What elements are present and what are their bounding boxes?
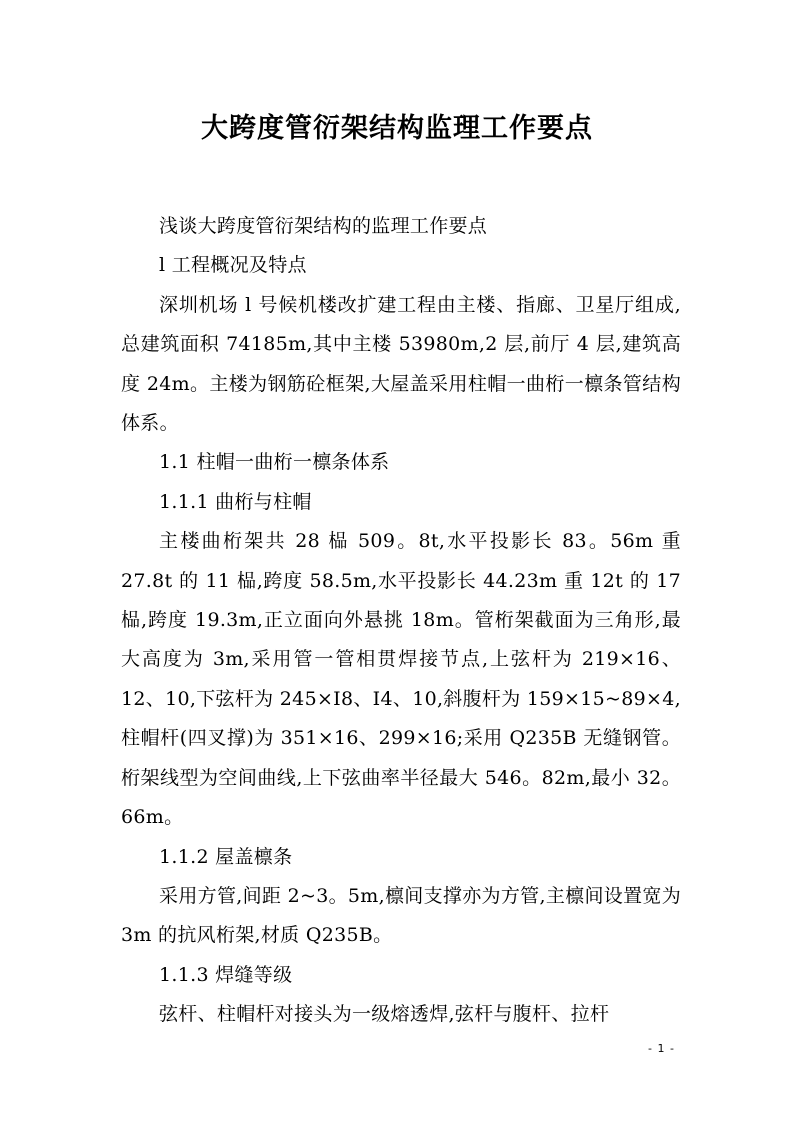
document-body — [121, 207, 681, 1035]
section-heading-1-1: 1.1 柱帽一曲桁一檩条体系 — [159, 451, 390, 474]
section-heading-1-1-2: 1.1.2 屋盖檩条 — [159, 845, 293, 868]
section-heading-1-1-1: 1.1.1 曲桁与柱帽 — [159, 490, 312, 513]
paragraph-overview: 深圳机场 l 号候机楼改扩建工程由主楼、指廊、卫星厅组成,总建筑面积 74185m,其中主楼 53980m,2 层,前厅 4 层,建筑高度 24m。主楼为钢筋砼框架,大屋盖采用柱帽一曲桁一檩条管结构体系。 — [121, 293, 681, 435]
document-title: 大跨度管衍架结构监理工作要点 — [201, 113, 593, 144]
section-heading-1: l 工程概况及特点 — [159, 254, 307, 277]
section-heading-1-1-3: 1.1.3 焊缝等级 — [159, 963, 293, 986]
paragraph-subtitle: 浅谈大跨度管衍架结构的监理工作要点 — [159, 215, 488, 237]
page-number: - 1 - — [648, 1042, 675, 1055]
paragraph-truss-details: 主楼曲桁架共 28 榀 509。8t,水平投影长 83。56m 重 27.8t 的 11 榀,跨度 58.5m,水平投影长 44.23m 重 12t 的 17 榀,跨度 19.3m,正立面向外悬挑 18m。管桁架截面为三角形,最大高度为 3m,采用管一管相贯焊接节点,上弦杆为 219×16、12、10,下弦杆为 245×I8、I4、10,斜腹杆为 159×15~89×4,柱帽杆(四叉撑)为 351×16、299×16;采用 Q235B 无缝钢管。桁架线型为空间曲线,上下弦曲率半径最大 546。82m,最小 32。66m。 — [121, 530, 681, 829]
paragraph-weld-grade: 弦杆、柱帽杆对接头为一级熔透焊,弦杆与腹杆、拉杆 — [159, 1003, 610, 1026]
paragraph-purlins: 采用方管,间距 2~3。5m,檩间支撑亦为方管,主檩间设置宽为 3m 的抗风桁架,材质 Q235B。 — [121, 884, 681, 947]
